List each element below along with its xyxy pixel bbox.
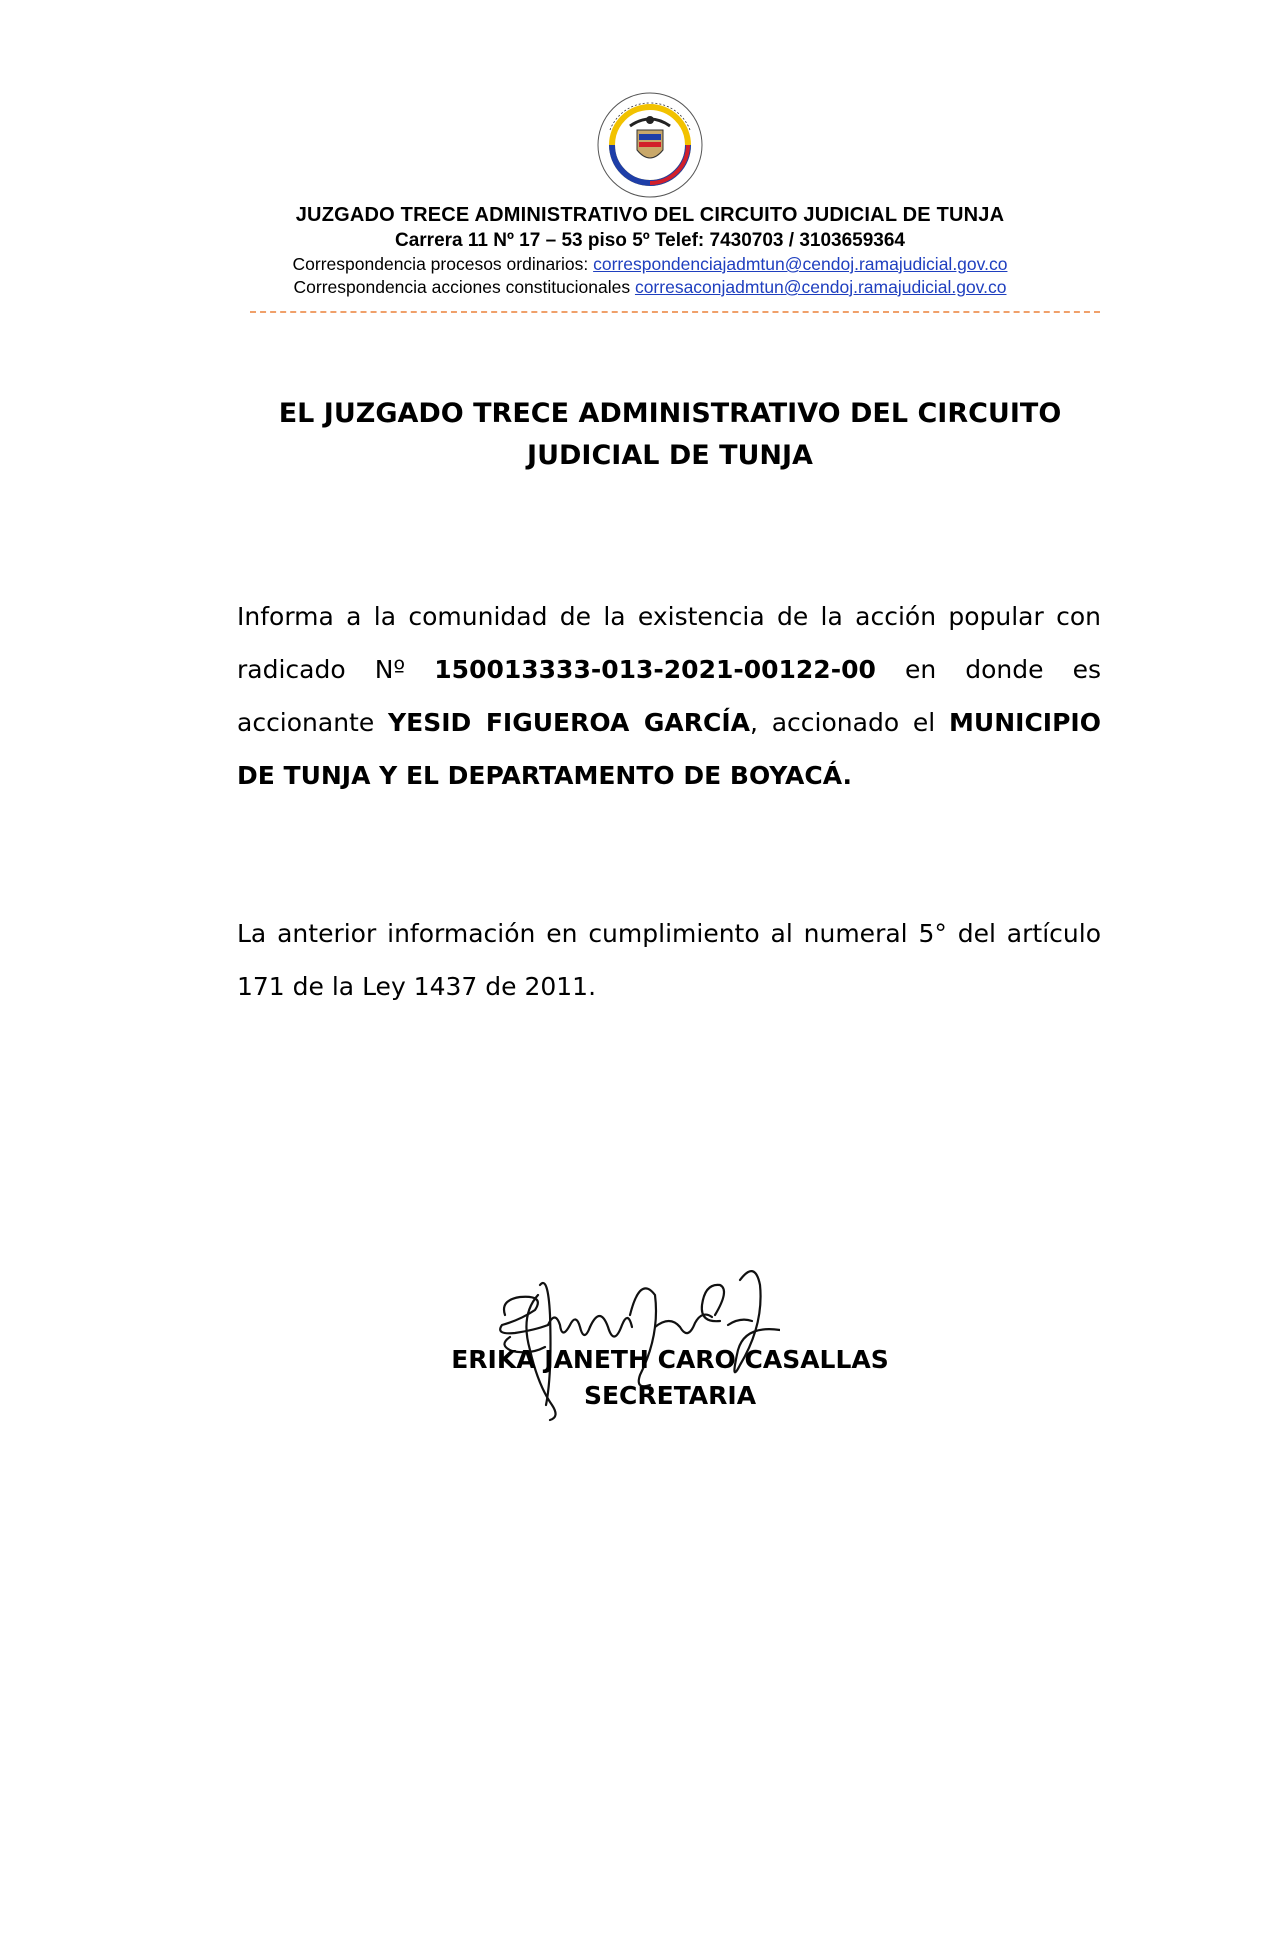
- defendant-name: MUNICIPIO DE TUNJA Y EL DEPARTAMENTO DE BOYACÁ.: [237, 708, 1101, 790]
- constitutional-correspondence-line: [180, 276, 1120, 299]
- notice-paragraph: [237, 590, 1101, 802]
- ordinary-correspondence-label: Correspondencia procesos ordinarios:: [292, 254, 594, 274]
- signatory-name: ERIKA JANETH CARO CASALLAS: [451, 1345, 889, 1374]
- title-line-1: EL JUZGADO TRECE ADMINISTRATIVO DEL CIRCUITO: [278, 398, 1062, 429]
- notice-mid: en donde es accionante: [237, 655, 1101, 737]
- constitutional-correspondence-label: Correspondencia acciones constitucionales: [293, 277, 635, 297]
- notice-intro: Informa a la comunidad de la existencia de la acción popular con radicado Nº: [237, 602, 1101, 684]
- seal-graphic-icon: [590, 90, 710, 200]
- document-title: [200, 393, 1140, 477]
- ordinary-correspondence-line: [180, 253, 1120, 276]
- header-divider: [250, 311, 1100, 313]
- court-name: JUZGADO TRECE ADMINISTRATIVO DEL CIRCUITO JUDICIAL DE TUNJA: [295, 204, 1005, 226]
- case-number: 150013333-013-2021-00122-00: [434, 655, 876, 684]
- legal-basis-paragraph: La anterior información en cumplimiento al numeral 5° del artículo 171 de la Ley 1437 de 2011.: [237, 919, 1101, 1001]
- constitutional-email-link[interactable]: corresaconjadmtun@cendoj.ramajudicial.gov.co: [634, 277, 1007, 297]
- signatory-role: SECRETARIA: [583, 1381, 757, 1410]
- title-line-2: JUDICIAL DE TUNJA: [527, 440, 813, 471]
- letterhead: [180, 202, 1120, 299]
- signatory-block: [370, 1342, 970, 1414]
- court-address: Carrera 11 Nº 17 – 53 piso 5º Telef: 7430703 / 3103659364: [395, 230, 905, 251]
- plaintiff-name: YESID FIGUEROA GARCÍA: [388, 708, 750, 737]
- rama-judicial-seal-logo: [590, 90, 710, 200]
- ordinary-email-link[interactable]: correspondenciajadmtun@cendoj.ramajudicial.gov.co: [593, 254, 1008, 274]
- notice-mid-2: , accionado el: [749, 708, 950, 737]
